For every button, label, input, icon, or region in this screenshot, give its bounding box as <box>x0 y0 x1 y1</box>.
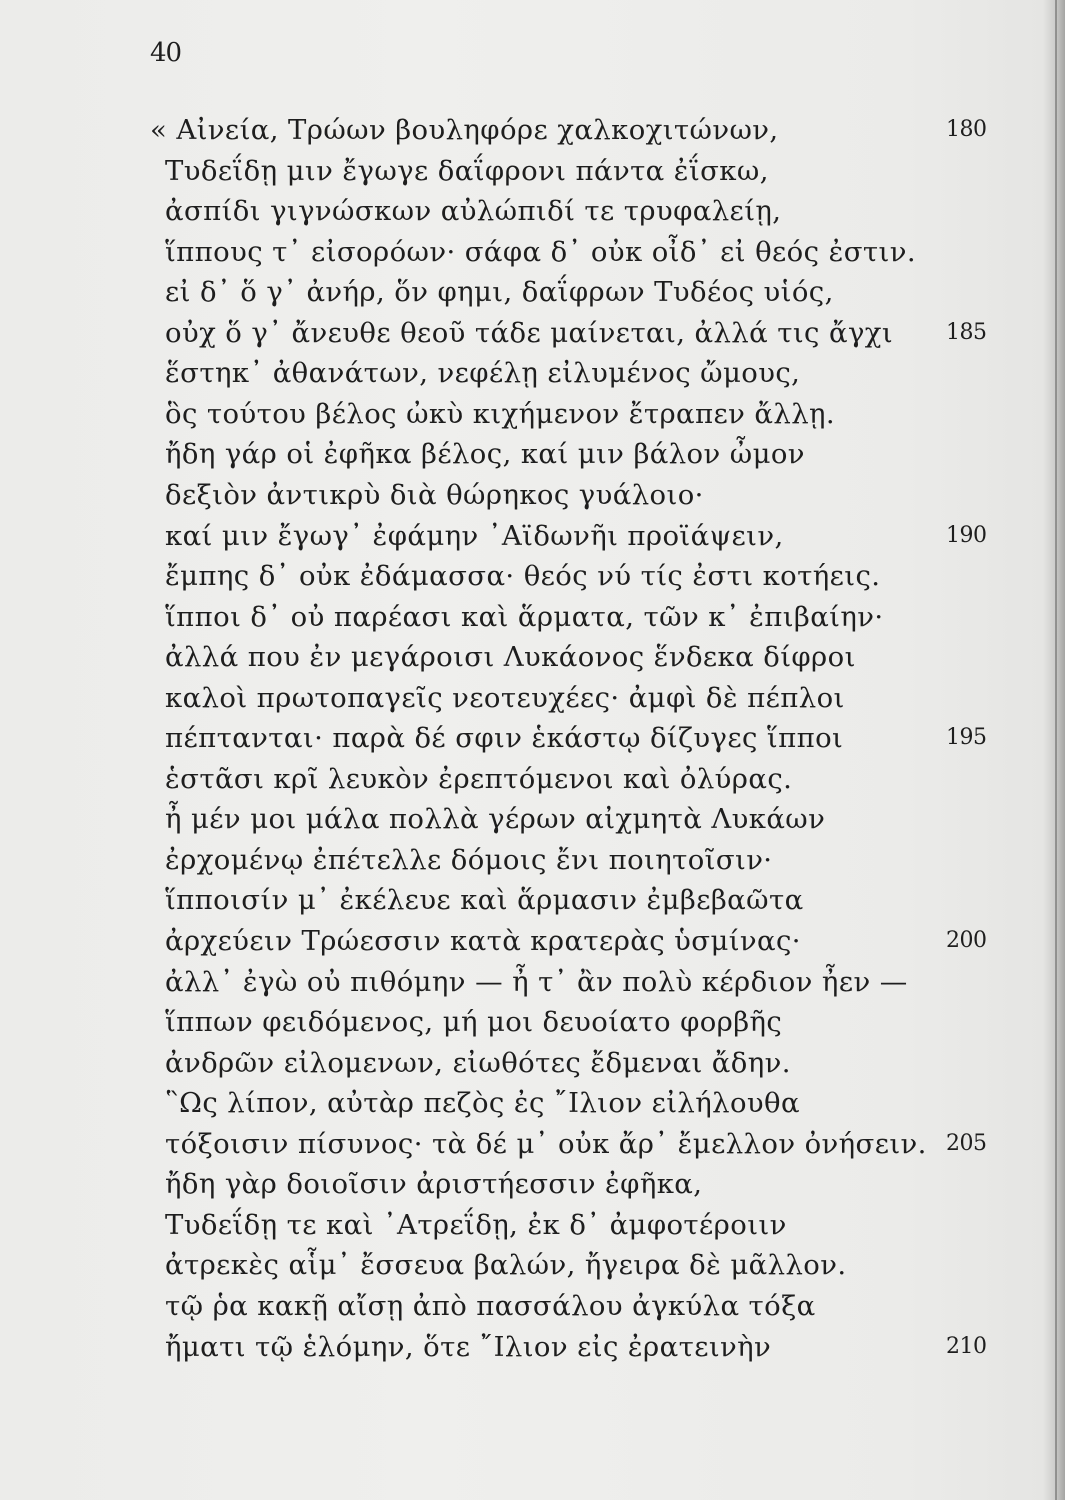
verse-text: ὃς τούτου βέλος ὠκὺ κιχήμενον ἔτραπεν ἄλλῃ. <box>165 397 836 430</box>
verse-text: ἑστᾶσι κρῖ λευκὸν ἐρεπτόμενοι καὶ ὀλύρας. <box>165 762 793 795</box>
verse-line <box>0 678 1065 718</box>
verse-line <box>0 880 1065 920</box>
verse-text: ἀνδρῶν εἰλομενων, εἰωθότες ἔδμεναι ἄδην. <box>165 1046 791 1079</box>
verse-text: ἤδη γάρ οἱ ἐφῆκα βέλος, καί μιν βάλον ὦμον <box>165 438 805 471</box>
verse-line <box>0 1164 1065 1204</box>
verse-line <box>0 516 1065 556</box>
verse-text: ἵππους τ᾽ εἰσορόων· σάφα δ᾽ οὐκ οἶδ᾽ εἰ θεός ἐστιν. <box>165 235 916 268</box>
verse-line <box>0 1083 1065 1123</box>
verse-line <box>0 962 1065 1002</box>
verse-text: « Αἰνεία, Τρώων βουληφόρε χαλκοχιτώνων, <box>150 114 779 146</box>
verse-text: τῷ ῥα κακῇ αἴσῃ ἀπὸ πασσάλου ἀγκύλα τόξα <box>165 1289 816 1322</box>
verse-text: Τυδεΐδῃ τε καὶ ᾽Ατρεΐδῃ, ἐκ δ᾽ ἀμφοτέροιιν <box>165 1208 787 1241</box>
verse-text: τόξοισιν πίσυνος· τὰ δέ μ᾽ οὐκ ἄρ᾽ ἔμελλον ὀνήσειν. <box>165 1127 927 1160</box>
page-number: 40 <box>150 38 182 68</box>
verse-text: ἀρχεύειν Τρώεσσιν κατὰ κρατερὰς ὑσμίνας· <box>165 925 801 957</box>
line-number: 180 <box>946 117 987 142</box>
verse-line <box>0 556 1065 596</box>
verse-text: ἀσπίδι γιγνώσκων αὐλώπιδί τε τρυφαλείῃ, <box>165 195 782 228</box>
verse-line <box>0 1002 1065 1042</box>
verse-line <box>0 1327 1065 1367</box>
verse-text: καλοὶ πρωτοπαγεῖς νεοτευχέες· ἀμφὶ δὲ πέπλοι <box>165 681 845 714</box>
verse-text: ἵππων φειδόμενος, μή μοι δευοίατο φορβῆς <box>165 1006 783 1039</box>
verse-line <box>0 1245 1065 1285</box>
verse-line <box>0 232 1065 272</box>
verse-line <box>0 597 1065 637</box>
line-number: 190 <box>946 522 987 548</box>
verse-text: ἵπποι δ᾽ οὐ παρέασι καὶ ἅρματα, τῶν κ᾽ ἐπιβαίην· <box>165 600 884 633</box>
verse-line <box>0 1205 1065 1245</box>
verse-line <box>0 191 1065 231</box>
verse-text: ἐρχομένῳ ἐπέτελλε δόμοις ἔνι ποιητοῖσιν· <box>165 843 773 876</box>
verse-line <box>0 1043 1065 1083</box>
verse-line <box>0 353 1065 393</box>
verse-text: ἵπποισίν μ᾽ ἐκέλευε καὶ ἅρμασιν ἐμβεβαῶτα <box>165 884 804 917</box>
verse-line <box>0 637 1065 677</box>
line-number: 210 <box>946 1333 987 1359</box>
verse-text: ἤματι τῷ ἑλόμην, ὅτε ῎Ιλιον εἰς ἐρατεινὴν <box>165 1330 772 1363</box>
verse-line <box>0 434 1065 474</box>
verse-text: ῝Ως λίπον, αὐτὰρ πεζὸς ἐς ῎Ιλιον εἰλήλουθα <box>165 1087 800 1120</box>
line-number: 200 <box>946 928 987 953</box>
line-number: 185 <box>946 319 987 345</box>
verse-text: ἔμπης δ᾽ οὐκ ἐδάμασσα· θεός νύ τίς ἐστι κοτήεις. <box>165 560 881 593</box>
verse-line <box>0 151 1065 191</box>
verse-line <box>0 313 1065 353</box>
verse-text: ἤδη γὰρ δοιοῖσιν ἀριστήεσσιν ἐφῆκα, <box>165 1168 703 1201</box>
verse-line <box>0 475 1065 515</box>
verse-line <box>0 1286 1065 1326</box>
verse-text: δεξιὸν ἀντικρὺ διὰ θώρηκος γυάλοιο· <box>165 478 704 511</box>
verse-line <box>0 799 1065 839</box>
verse-line <box>0 759 1065 799</box>
verse-text: ἕστηκ᾽ ἀθανάτων, νεφέλῃ εἰλυμένος ὤμους, <box>165 357 801 390</box>
verse-text: πέπτανται· παρὰ δέ σφιν ἑκάστῳ δίζυγες ἵπποι <box>165 722 844 755</box>
verse-text: εἰ δ᾽ ὅ γ᾽ ἀνήρ, ὅν φημι, δαΐφρων Τυδέος υἱός, <box>165 276 834 309</box>
verse-text: ἀλλά που ἐν μεγάροισι Λυκάονος ἕνδεκα δίφροι <box>165 641 856 674</box>
line-number: 195 <box>946 725 987 751</box>
verse-line <box>0 718 1065 758</box>
verse-line <box>0 272 1065 312</box>
verse-line <box>0 1124 1065 1164</box>
verse-line <box>0 840 1065 880</box>
verse-text: ἦ μέν μοι μάλα πολλὰ γέρων αἰχμητὰ Λυκάων <box>165 803 826 836</box>
verse-text: καί μιν ἔγωγ᾽ ἐφάμην ᾽Αϊδωνῆι προϊάψειν, <box>165 519 784 552</box>
verse-line <box>0 394 1065 434</box>
verse-text: Τυδεΐδῃ μιν ἔγωγε δαΐφρονι πάντα ἐΐσκω, <box>165 154 769 187</box>
verse-line <box>0 921 1065 961</box>
verse-text: ἀτρεκὲς αἷμ᾽ ἔσσευα βαλών, ἤγειρα δὲ μᾶλλον. <box>165 1249 847 1282</box>
verse-text: οὐχ ὅ γ᾽ ἄνευθε θεοῦ τάδε μαίνεται, ἀλλά τις ἄγχι <box>165 316 894 349</box>
verse-line <box>0 110 1065 150</box>
verse-text: ἀλλ᾽ ἐγὼ οὐ πιθόμην — ἦ τ᾽ ἂν πολὺ κέρδιον ἦεν — <box>165 965 908 998</box>
line-number: 205 <box>946 1130 987 1156</box>
